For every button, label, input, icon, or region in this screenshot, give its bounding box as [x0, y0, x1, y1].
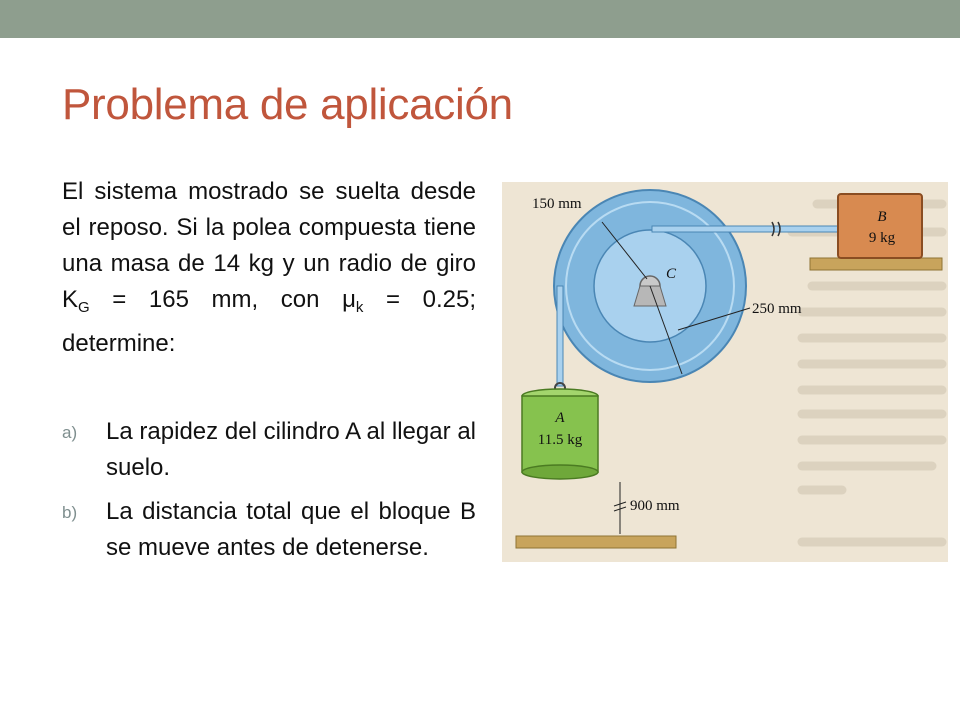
- pulley-bracket: [634, 286, 666, 306]
- subscript-g: G: [78, 299, 90, 316]
- cylinder-a-label: A: [555, 410, 565, 426]
- rope-to-cylinder: [557, 286, 563, 386]
- top-accent-bar: [0, 0, 960, 38]
- question-item-b: [62, 494, 476, 566]
- rope-to-block: [652, 226, 840, 232]
- block-ground: [810, 258, 942, 270]
- cylinder-a-bottom: [522, 465, 598, 479]
- dimension-900-label: 900 mm: [630, 498, 680, 514]
- question-list: [62, 414, 476, 574]
- cylinder-a-mass: 11.5 kg: [537, 432, 583, 448]
- floor-ground: [516, 536, 676, 548]
- question-item-a: [62, 414, 476, 486]
- item-marker-b: b): [62, 503, 78, 522]
- label-150: 150 mm: [532, 196, 582, 212]
- item-text-a: La rapidez del cilindro A al llegar al suelo.: [106, 418, 476, 481]
- item-marker-a: a): [62, 423, 78, 442]
- item-text-b: La distancia total que el bloque B se mueve antes de detenerse.: [106, 498, 476, 561]
- problem-statement: [62, 174, 476, 362]
- statement-part-2: = 165 mm, con μ: [89, 286, 356, 313]
- label-250: 250 mm: [752, 301, 802, 317]
- block-b-label: B: [877, 209, 887, 225]
- label-c: C: [666, 266, 677, 282]
- subscript-k: k: [355, 299, 364, 316]
- block-b: [838, 194, 922, 258]
- slide-title: Problema de aplicación: [62, 80, 513, 129]
- statement-part-1: El sistema mostrado se suelta desde el reposo. Si la polea compuesta tiene una masa de 14 kg y un radio de giro K: [62, 178, 476, 313]
- pulley-system-figure: [502, 182, 948, 562]
- block-b-mass: 9 kg: [868, 230, 896, 246]
- statement-part-3: = 0.25; determine:: [62, 286, 476, 357]
